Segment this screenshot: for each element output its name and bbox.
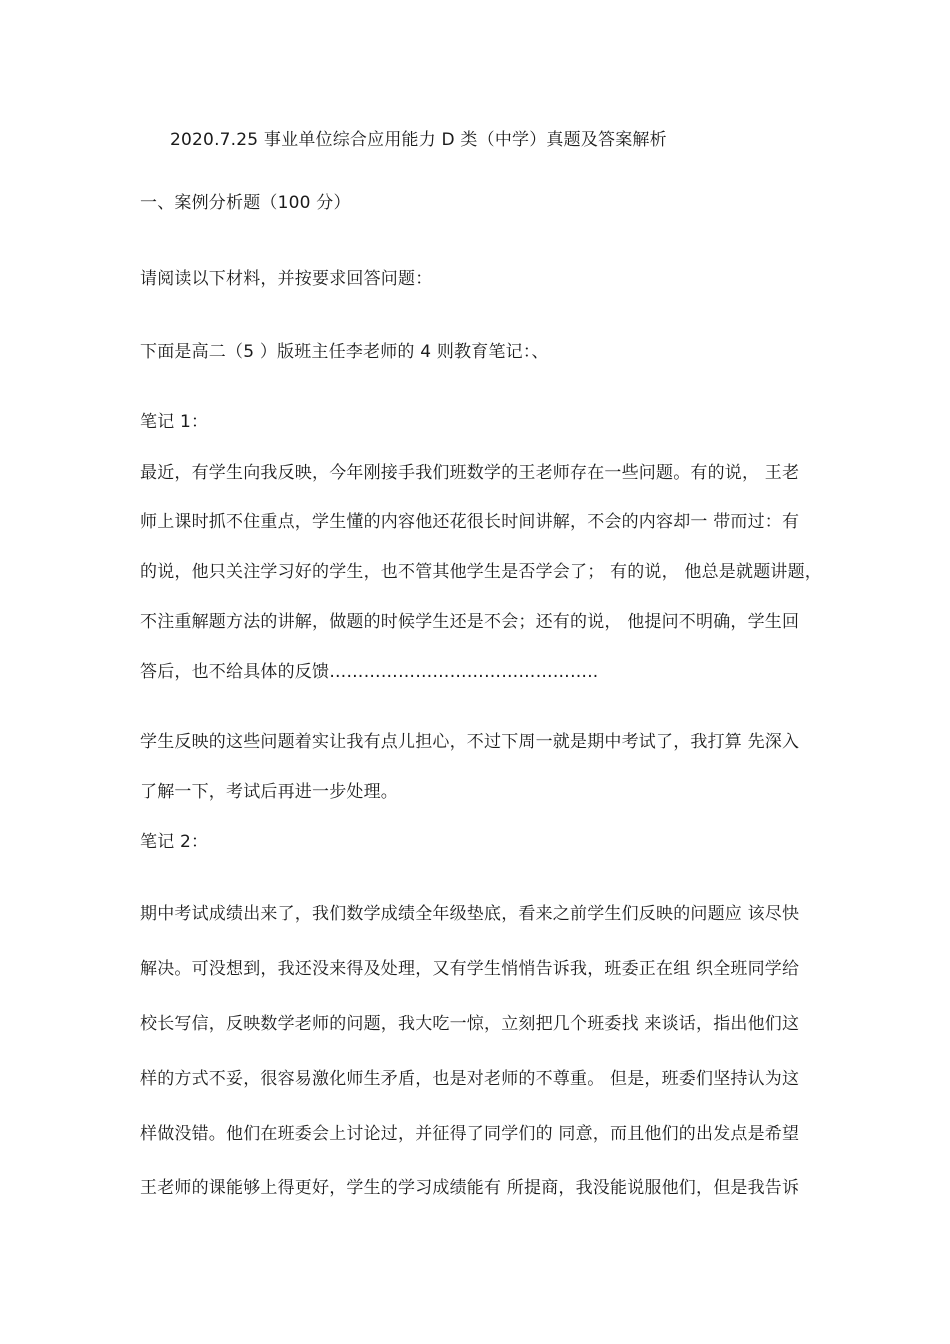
note1-paragraph-line: 不注重解题方法的讲解，做题的时候学生还是不会；还有的说， 他提问不明确，学生回	[140, 612, 800, 632]
document-title: 2020.7.25 事业单位综合应用能力 D 类（中学）真题及答案解析	[170, 130, 667, 150]
note1-paragraph-line: 师上课时抓不住重点，学生懂的内容他还花很长时间讲解，不会的内容却一 带而过：有	[140, 512, 800, 532]
note2-paragraph-line: 校长写信，反映数学老师的问题，我大吃一惊，立刻把几个班委找 来谈话，指出他们这	[140, 1014, 800, 1034]
note1-paragraph-line: 最近，有学生向我反映，今年刚接手我们班数学的王老师存在一些问题。有的说， 王老	[140, 463, 800, 483]
note2-paragraph-line: 期中考试成绩出来了，我们数学成绩全年级垫底，看来之前学生们反映的问题应 该尽快	[140, 904, 800, 924]
note2-paragraph-line: 王老师的课能够上得更好，学生的学习成绩能有 所提商，我没能说服他们，但是我告诉	[140, 1178, 800, 1198]
instruction-text: 请阅读以下材料，并按要求回答问题：	[140, 269, 433, 289]
section-heading: 一、案例分析题（100 分）	[140, 193, 351, 213]
note2-paragraph-line: 样做没错。他们在班委会上讨论过，并征得了同学们的 同意，而且他们的出发点是希望	[140, 1124, 800, 1144]
note2-paragraph-line: 样的方式不妥，很容易激化师生矛盾，也是对老师的不尊重。 但是，班委们坚持认为这	[140, 1069, 800, 1089]
note1-heading: 笔记 1：	[140, 412, 209, 432]
note2-paragraph-line: 解决。可没想到，我还没来得及处理，又有学生悄悄告诉我，班委正在组 织全班同学给	[140, 959, 800, 979]
note1-paragraph-line: 答后，也不给具体的反馈………………………………………..	[140, 662, 599, 682]
note1-followup-line: 学生反映的这些问题着实让我有点儿担心，不过下周一就是期中考试了，我打算 先深入	[140, 732, 800, 752]
intro-text: 下面是高二（5 ）版班主任李老师的 4 则教育笔记：、	[140, 342, 549, 362]
note1-followup-line: 了解一下，考试后再进一步处理。	[140, 782, 398, 802]
note1-paragraph-line: 的说，他只关注学习好的学生，也不管其他学生是否学会了； 有的说， 他总是就题讲题，	[140, 562, 823, 582]
note2-heading: 笔记 2：	[140, 832, 209, 852]
